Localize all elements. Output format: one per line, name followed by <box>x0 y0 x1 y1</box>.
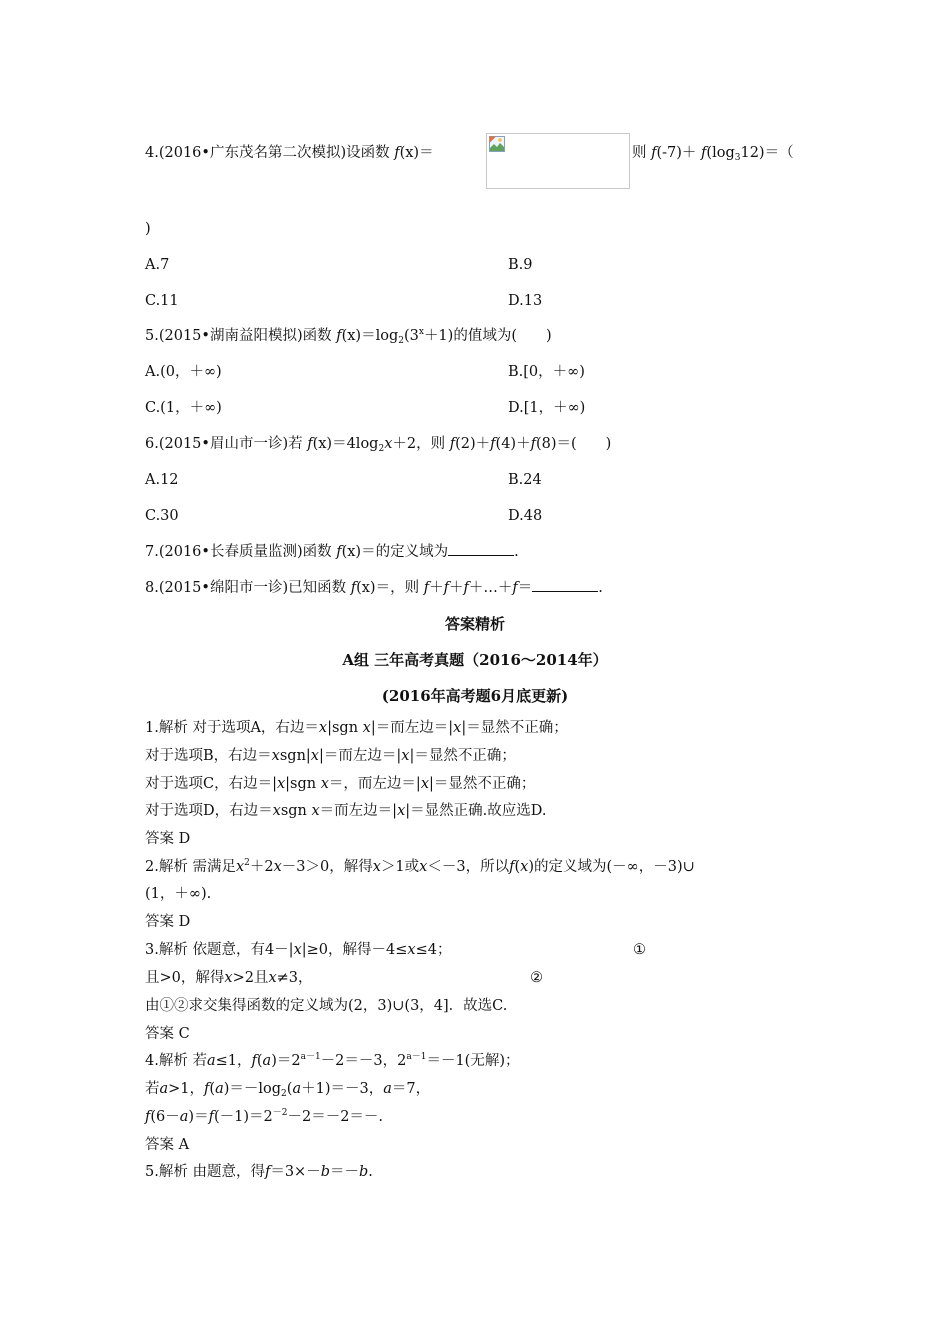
sol1-line4: 对于选项D，右边＝xsgn x＝而左边＝|x|＝显然正确.故应选D. <box>145 803 547 819</box>
q4-option-b: B.9 <box>508 257 533 273</box>
sol5-line1: 5.解析 由题意，得f＝3×－b＝－b. <box>145 1164 373 1180</box>
group-heading: A组 三年高考真题（2016～2014年） <box>342 651 608 669</box>
q6-option-c: C.30 <box>145 508 179 524</box>
sol3-line2: 且>0，解得x>2且x≠3， <box>145 970 313 986</box>
sol3-line1: 3.解析 依题意，有4－|x|≥0，解得－4≤x≤4； <box>145 942 452 958</box>
q8-answer-blank[interactable] <box>532 578 598 592</box>
sol2-line2: (1，＋∞). <box>145 886 212 902</box>
q6-option-a: A.12 <box>145 472 179 488</box>
sol3-marker-1: ① <box>633 942 646 958</box>
sol1-line3: 对于选项C，右边＝|x|sgn x＝，而左边＝|x|＝显然不正确； <box>145 776 536 792</box>
sol4-line1: 4.解析 若a≤1，$f(a)=2^{a-1}-2=-3$，$2^{a-1}=-1$(无解)； <box>145 1052 520 1069</box>
answers-title: 答案精析 <box>444 615 505 633</box>
sol3-line3: 由①②求交集得函数的定义域为(2，3)∪(3，4]．故选C. <box>145 998 508 1014</box>
sol2-line1: 2.解析 需满足$x^2+2x-3>0$，解得x＞1或x＜－3，所以f(x)的定义域为(－∞，－3)∪ <box>145 858 695 875</box>
sol3-marker-2: ② <box>530 970 543 986</box>
q5-option-b: B.[0，＋∞) <box>508 364 585 380</box>
q8-stem: 8.(2015•绵阳市一诊)已知函数 f(x)＝，则 f＋f＋f＋…＋f＝ . <box>145 580 603 596</box>
q5-option-a: A.(0，＋∞) <box>145 364 222 380</box>
formula-image-placeholder <box>486 133 630 189</box>
q4-stem-tail: 则 $f(-7)+ f(\log_312)=$（ <box>632 145 794 163</box>
sol1-line1: 1.解析 对于选项A，右边＝x|sgn x|＝而左边＝|x|＝显然不正确； <box>145 720 568 736</box>
q4-close-paren: ) <box>145 221 151 237</box>
q6-option-d: D.48 <box>508 508 543 524</box>
sol3-answer: 答案 C <box>145 1026 190 1042</box>
update-note: (2016年高考题6月底更新) <box>381 687 569 705</box>
q5-option-c: C.(1，＋∞) <box>145 400 222 416</box>
q7-answer-blank[interactable] <box>448 542 514 556</box>
q4-option-c: C.11 <box>145 293 179 309</box>
q7-stem: 7.(2016•长春质量监测)函数 f(x)＝的定义域为 . <box>145 544 519 560</box>
q4-stem: 4.(2016•广东茂名第二次模拟)设函数 f(x)＝ <box>145 145 434 161</box>
q4-option-d: D.13 <box>508 293 543 309</box>
sol4-line3: $f(6-a)=f(-1)=2^{-2}-2=-2=-$. <box>145 1108 384 1125</box>
sol1-line2: 对于选项B，右边＝xsgn|x|＝而左边＝|x|＝显然不正确； <box>145 748 516 764</box>
q4-option-a: A.7 <box>145 257 170 273</box>
sol2-answer: 答案 D <box>145 914 191 930</box>
sol4-answer: 答案 A <box>145 1137 190 1153</box>
q6-stem: 6.(2015•眉山市一诊)若 $f(x)=4\log_2x+2$，则 f(2)＋f(4)＋f(8)＝( ) <box>145 436 612 454</box>
q5-option-d: D.[1，＋∞) <box>508 400 586 416</box>
sol4-line2: 若a>1，$f(a)=-\log_2(a+1)=-3$，a＝7， <box>145 1081 431 1099</box>
q6-option-b: B.24 <box>508 472 542 488</box>
sol1-answer: 答案 D <box>145 831 191 847</box>
broken-image-icon <box>489 136 505 152</box>
q5-stem: 5.(2015•湖南益阳模拟)函数 $f(x)=\log_2(3^x+1)$的值域为( ) <box>145 327 552 346</box>
